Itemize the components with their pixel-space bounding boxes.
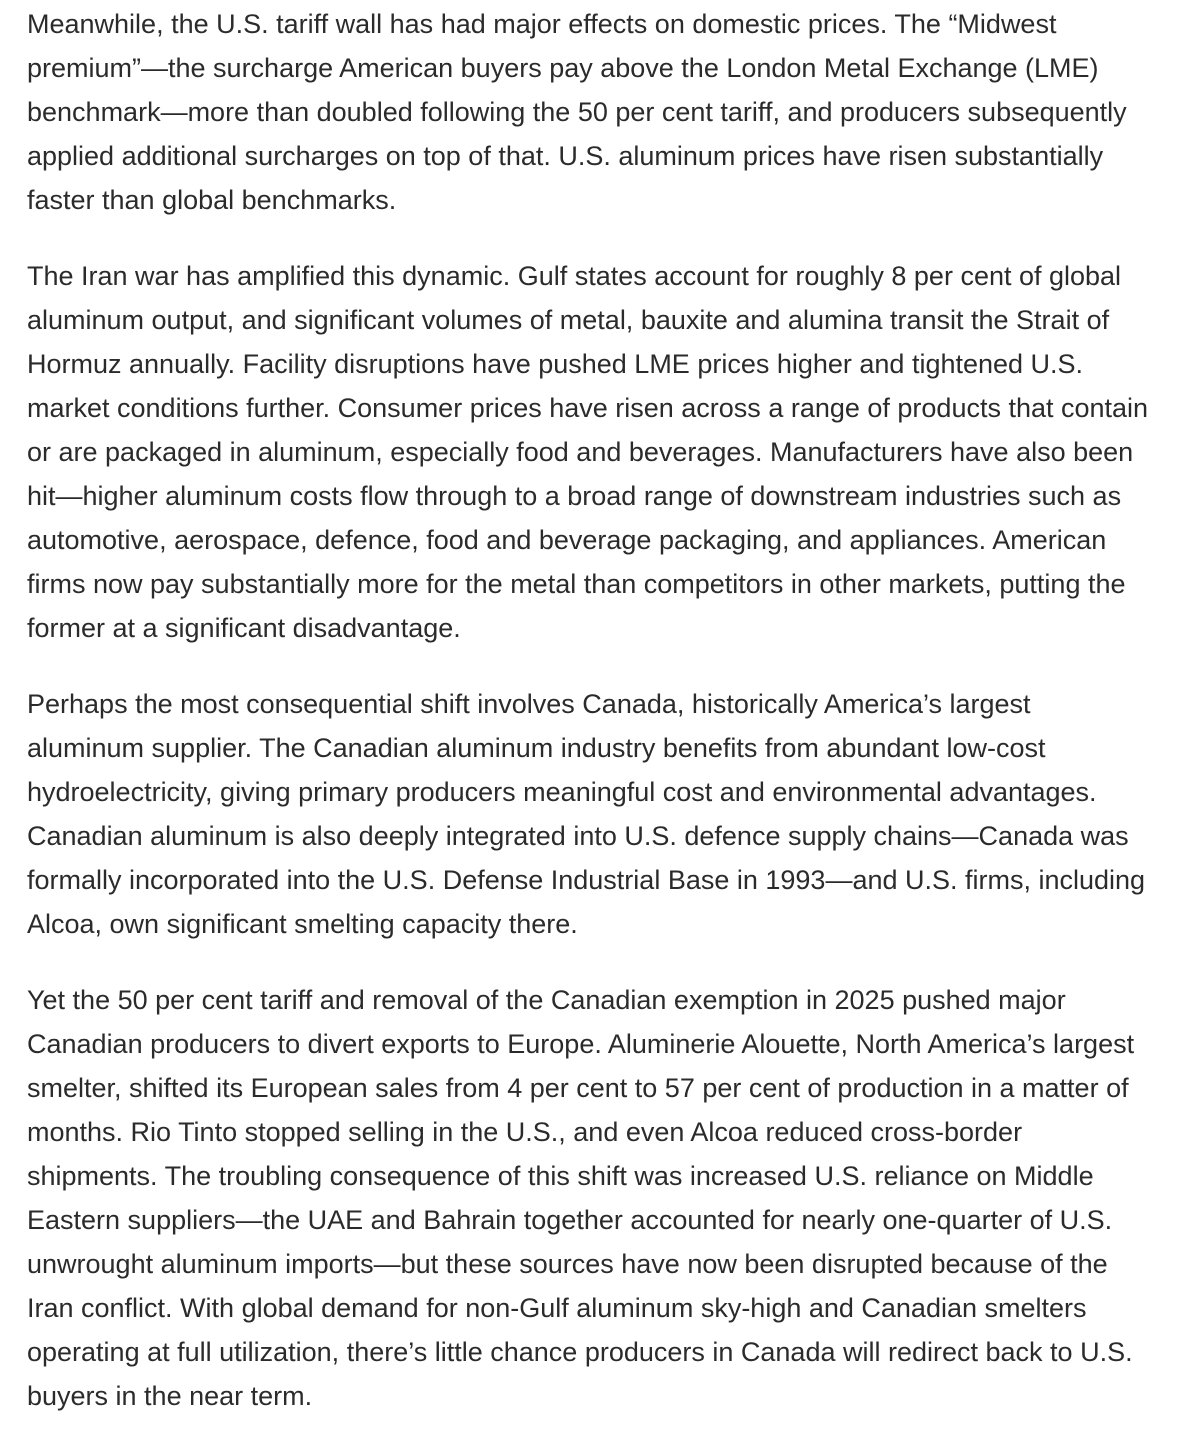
article-paragraph-2: The Iran war has amplified this dynamic. Gulf states account for roughly 8 per cent of global aluminum output, and significant volumes of metal, bauxite and alumina transit the Strait of Hormuz annually. Facility disruptions have pushed LME prices higher and tightened U.S. market conditions further. Consumer prices have risen across a range of products that contain or are packaged in aluminum, especially food and beverages. Manufacturers have also been hit—higher aluminum costs flow through to a broad range of downstream industries such as automotive, aerospace, defence, food and beverage packaging, and appliances. American firms now pay substantially more for the metal than competitors in other markets, putting the former at a significant disadvantage.: [27, 261, 1149, 643]
article-paragraph-4: Yet the 50 per cent tariff and removal of the Canadian exemption in 2025 pushed major Canadian producers to divert exports to Europe. Aluminerie Alouette, North America’s largest smelter, shifted its European sales from 4 per cent to 57 per cent of production in a matter of months. Rio Tinto stopped selling in the U.S., and even Alcoa reduced cross-border shipments. The troubling consequence of this shift was increased U.S. reliance on Middle Eastern suppliers—the UAE and Bahrain together accounted for nearly one-quarter of U.S. unwrought aluminum imports—but these sources have now been disrupted because of the Iran conflict. With global demand for non-Gulf aluminum sky-high and Canadian smelters operating at full utilization, there’s little chance producers in Canada will redirect back to U.S. buyers in the near term.: [27, 985, 1135, 1411]
article-paragraph-3: Perhaps the most consequential shift involves Canada, historically America’s largest aluminum supplier. The Canadian aluminum industry benefits from abundant low-cost hydroelectricity, giving primary producers meaningful cost and environmental advantages. Canadian aluminum is also deeply integrated into U.S. defence supply chains—Canada was formally incorporated into the U.S. Defense Industrial Base in 1993—and U.S. firms, including Alcoa, own significant smelting capacity there.: [27, 689, 1146, 939]
article-paragraph-1: Meanwhile, the U.S. tariff wall has had major effects on domestic prices. The “Midwest premium”—the surcharge American buyers pay above the London Metal Exchange (LME) benchmark—more than doubled following the 50 per cent tariff, and producers subsequently applied additional surcharges on top of that. U.S. aluminum prices have risen substantially faster than global benchmarks.: [27, 9, 1127, 215]
